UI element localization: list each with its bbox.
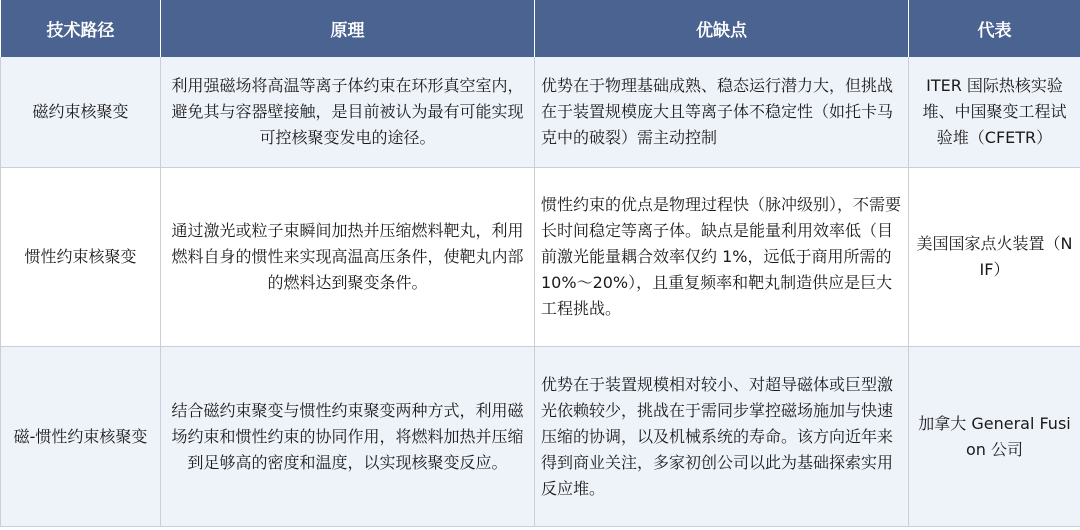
cell-path: 惯性约束核聚变 (1, 168, 161, 347)
cell-representative: 加拿大 General Fusion 公司 (909, 347, 1080, 527)
table-row (1, 57, 1080, 168)
cell-principle: 结合磁约束聚变与惯性约束聚变两种方式，利用磁场约束和惯性约束的协同作用，将燃料加热并压缩到足够高的密度和温度，以实现核聚变反应。 (161, 347, 535, 527)
header-representative: 代表 (909, 0, 1080, 57)
header-pros-cons: 优缺点 (535, 0, 909, 57)
cell-path: 磁约束核聚变 (1, 57, 161, 168)
cell-pros-cons: 惯性约束的优点是物理过程快（脉冲级别），不需要长时间稳定等离子体。缺点是能量利用效率低（目前激光能量耦合效率仅约 1%，远低于商用所需的 10%～20%），且重复频率和靶丸制造供应是巨大工程挑战。 (535, 168, 909, 347)
header-row (1, 0, 1080, 57)
cell-representative: ITER 国际热核实验堆、中国聚变工程试验堆（CFETR） (909, 57, 1080, 168)
cell-path: 磁-惯性约束核聚变 (1, 347, 161, 527)
header-path: 技术路径 (1, 0, 161, 57)
table-row (1, 168, 1080, 347)
cell-representative: 美国国家点火装置（NIF） (909, 168, 1080, 347)
cell-pros-cons: 优势在于装置规模相对较小、对超导磁体或巨型激光依赖较少，挑战在于需同步掌控磁场施加与快速压缩的协调，以及机械系统的寿命。该方向近年来得到商业关注，多家初创公司以此为基础探索实用反应堆。 (535, 347, 909, 527)
cell-principle: 利用强磁场将高温等离子体约束在环形真空室内，避免其与容器壁接触，是目前被认为最有可能实现可控核聚变发电的途径。 (161, 57, 535, 168)
cell-principle: 通过激光或粒子束瞬间加热并压缩燃料靶丸，利用燃料自身的惯性来实现高温高压条件，使靶丸内部的燃料达到聚变条件。 (161, 168, 535, 347)
table-row (1, 347, 1080, 527)
header-principle: 原理 (161, 0, 535, 57)
cell-pros-cons: 优势在于物理基础成熟、稳态运行潜力大，但挑战在于装置规模庞大且等离子体不稳定性（如托卡马克中的破裂）需主动控制 (535, 57, 909, 168)
